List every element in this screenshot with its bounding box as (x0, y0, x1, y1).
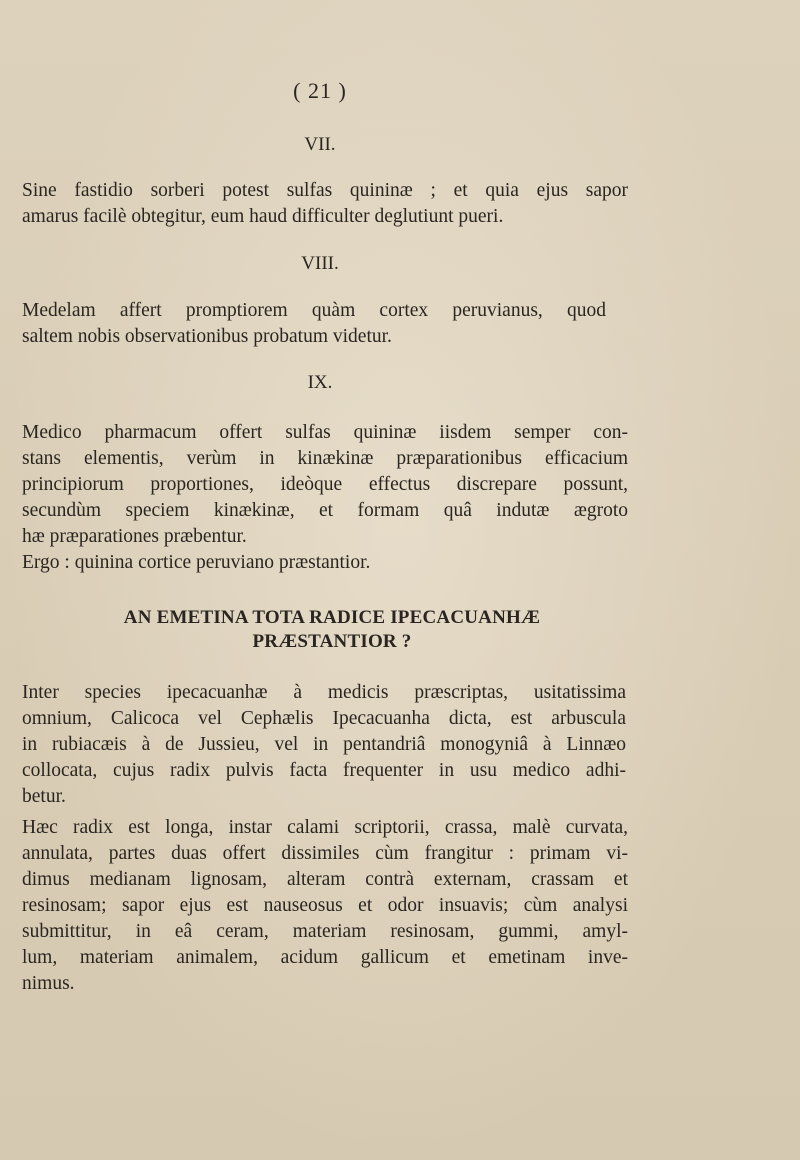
text-line: annulata, partes duas offert dissimiles cùm frangitur : primam vi- (22, 843, 628, 864)
text-line: stans elementis, verùm in kinækinæ præparationibus efficacium (22, 448, 628, 469)
text-line: lum, materiam animalem, acidum gallicum et emetinam inve- (22, 947, 628, 968)
section-heading-vii: VII. (304, 134, 336, 155)
text-line: saltem nobis observationibus probatum videtur. (22, 326, 392, 347)
section-ix-paragraph (22, 420, 628, 576)
text-line: Medelam affert promptiorem quàm cortex peruvianus, quod (22, 300, 606, 321)
text-line: Hæc radix est longa, instar calami scriptorii, crassa, malè curvata, (22, 817, 628, 838)
title-line-2: PRÆSTANTIOR ? (252, 631, 412, 652)
text-line: principiorum proportiones, ideòque effectus discrepare possunt, (22, 474, 628, 495)
section-vii-paragraph (22, 178, 628, 230)
page-number: ( 21 ) (293, 78, 347, 103)
text-line: betur. (22, 786, 66, 807)
section-heading-viii: VIII. (301, 253, 339, 274)
title-line-1: AN EMETINA TOTA RADICE IPECACUANHÆ (123, 607, 541, 628)
text-line: collocata, cujus radix pulvis facta frequenter in usu medico adhi- (22, 760, 626, 781)
section-viii-paragraph (22, 298, 628, 350)
text-line: dimus medianam lignosam, alteram contrà externam, crassam et (22, 869, 628, 890)
body-paragraph-2 (22, 815, 628, 997)
text-line: omnium, Calicoca vel Cephælis Ipecacuanha dicta, est arbuscula (22, 708, 626, 729)
text-line: nimus. (22, 973, 75, 994)
text-line: secundùm speciem kinækinæ, et formam quâ indutæ ægroto (22, 500, 628, 521)
text-line: amarus facilè obtegitur, eum haud difficulter deglutiunt pueri. (22, 206, 504, 227)
thesis-title (0, 606, 664, 654)
text-line: in rubiacæis à de Jussieu, vel in pentandriâ monogyniâ à Linnæo (22, 734, 626, 755)
text-line: Medico pharmacum offert sulfas quininæ iisdem semper con- (22, 422, 628, 443)
conclusion-line: Ergo : quinina cortice peruviano præstantior. (22, 552, 371, 573)
text-line: resinosam; sapor ejus est nauseosus et odor insuavis; cùm analysi (22, 895, 628, 916)
text-line: submittitur, in eâ ceram, materiam resinosam, gummi, amyl- (22, 921, 628, 942)
text-line: Inter species ipecacuanhæ à medicis præscriptas, usitatissima (22, 682, 626, 703)
body-paragraph-1 (22, 680, 626, 810)
text-line: Sine fastidio sorberi potest sulfas quininæ ; et quia ejus sapor (22, 180, 628, 201)
text-line: hæ præparationes præbentur. (22, 526, 247, 547)
section-heading-ix: IX. (307, 372, 333, 393)
